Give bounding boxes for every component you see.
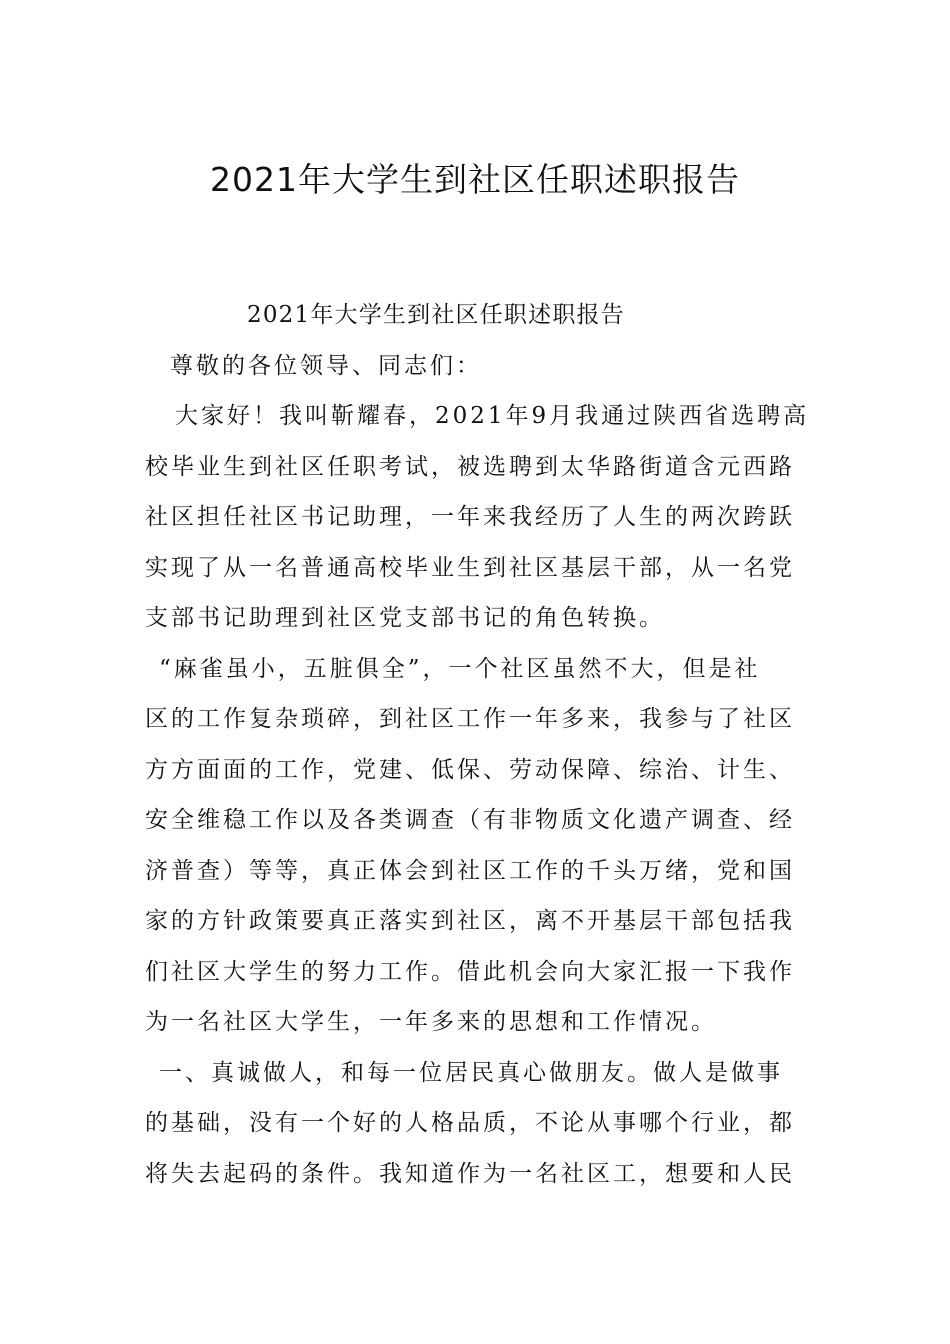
body-line: “麻雀虽小，五脏俱全”，一个社区虽然不大，但是社: [159, 655, 761, 682]
body-line: 的基础，没有一个好的人格品质，不论从事哪个行业，都: [145, 1110, 795, 1136]
body-line: 一、真诚做人，和每一位居民真心做朋友。做人是做事: [159, 1059, 783, 1086]
document-title: 2021年大学生到社区任职述职报告: [210, 160, 740, 199]
body-line: 为一名社区大学生，一年多来的思想和工作情况。: [145, 1009, 717, 1035]
salutation-line: 尊敬的各位领导、同志们：: [170, 352, 482, 379]
body-line: 区的工作复杂琐碎，到社区工作一年多来，我参与了社区: [145, 706, 795, 732]
body-line: 支部书记助理到社区党支部书记的角色转换。: [145, 605, 665, 631]
body-line: 大家好！我叫靳耀春，2021年9月我通过陕西省选聘高: [175, 403, 810, 429]
document-body: [145, 290, 810, 1199]
body-line: 社区担任社区书记助理，一年来我经历了人生的两次跨跃: [145, 504, 795, 530]
body-line: 安全维稳工作以及各类调查（有非物质文化遗产调查、经: [145, 807, 795, 833]
body-line: 们社区大学生的努力工作。借此机会向大家汇报一下我作: [145, 958, 795, 985]
body-line: 校毕业生到社区任职考试，被选聘到太华路街道含元西路: [145, 453, 795, 480]
body-line: 将失去起码的条件。我知道作为一名社区工，想要和人民: [145, 1160, 795, 1187]
subtitle-line: 2021年大学生到社区任职述职报告: [247, 302, 625, 328]
body-line: 实现了从一名普通高校毕业生到社区基层干部，从一名党: [145, 554, 795, 581]
body-line: 济普查）等等，真正体会到社区工作的千头万绪，党和国: [145, 857, 795, 884]
body-line: 家的方针政策要真正落实到社区，离不开基层干部包括我: [145, 908, 795, 934]
body-line: 方方面面的工作，党建、低保、劳动保障、综治、计生、: [145, 756, 795, 783]
